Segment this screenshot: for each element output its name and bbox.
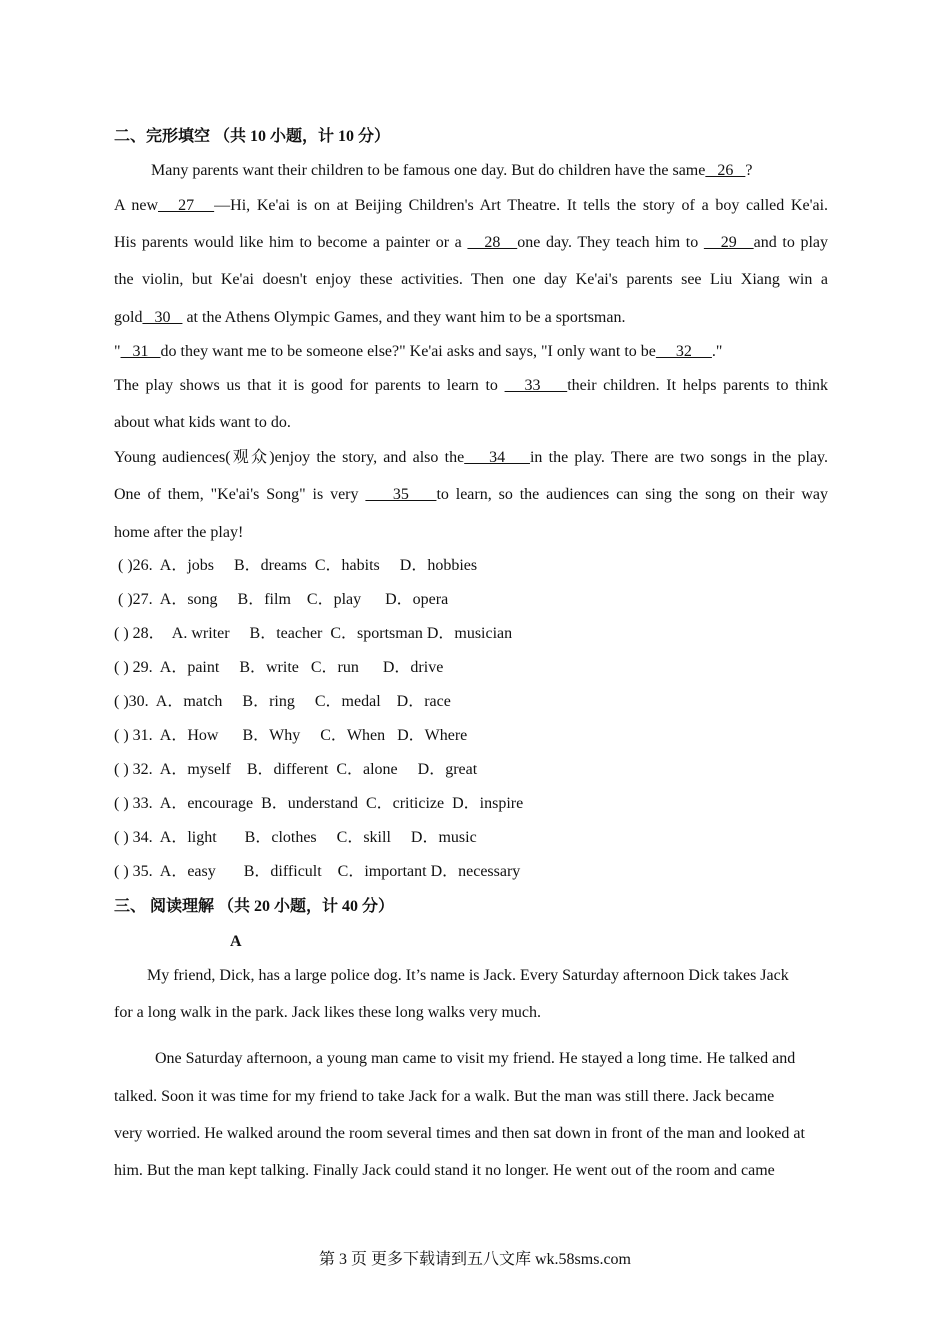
reading-line-2: for a long walk in the park. Jack likes these long walks very much. — [114, 1004, 541, 1021]
cloze-line-1 — [151, 161, 752, 181]
cloze-line-11: home after the play! — [114, 524, 244, 541]
question-32: ( ) 32. A．myself B．different C．alone D．great — [114, 761, 478, 778]
cloze-text: gold — [114, 309, 143, 326]
cloze-text: Young audiences(观众)enjoy the story, and also the — [114, 449, 465, 466]
page-footer: 第 3 页 更多下载请到五八文库 wk.58sms.com — [318, 1251, 631, 1268]
section2-heading: 二、完形填空 （共 10 小题，计 10 分） — [114, 128, 391, 145]
blank-30: 30 — [142, 309, 183, 326]
cloze-text: Many parents want their children to be famous one day. But do children have the same — [151, 162, 706, 179]
blank-33: 33 — [504, 377, 568, 394]
cloze-text: ? — [745, 162, 753, 179]
question-34: ( ) 34. A．light B．clothes C．skill D．music — [114, 829, 477, 846]
cloze-line-6 — [114, 342, 722, 362]
cloze-text: to learn, so the audiences can sing the song on their way — [436, 486, 829, 503]
question-26: ( )26. A．jobs B．dreams C．habits D．hobbies — [114, 557, 478, 574]
question-35: ( ) 35. A．easy B．difficult C．important D．necessary — [114, 863, 521, 880]
blank-26: 26 — [705, 162, 746, 179]
blank-31: 31 — [120, 343, 161, 360]
blank-29: 29 — [703, 234, 754, 251]
cloze-line-10 — [114, 485, 828, 505]
question-31: ( ) 31. A．How B．Why C．When D．Where — [114, 727, 468, 744]
cloze-line-8: about what kids want to do. — [114, 414, 291, 431]
cloze-line-2 — [114, 196, 828, 216]
cloze-line-9 — [114, 448, 828, 468]
cloze-text: do they want me to be someone else?" Ke'ai asks and says, "I only want to be — [160, 343, 656, 360]
question-30: ( )30. A．match B．ring C．medal D．race — [114, 693, 451, 710]
reading-line-4: talked. Soon it was time for my friend to take Jack for a walk. But the man was still there. Jack became — [114, 1088, 775, 1105]
cloze-text: The play shows us that it is good for parents to learn to — [114, 377, 505, 394]
reading-line-3: One Saturday afternoon, a young man came to visit my friend. He stayed a long time. He talked and — [155, 1050, 796, 1067]
blank-35: 35 — [365, 486, 437, 503]
reading-line-1: My friend, Dick, has a large police dog. It’s name is Jack. Every Saturday afternoon Dick takes Jack — [147, 967, 789, 984]
cloze-text: at the Athens Olympic Games, and they want him to be a sportsman. — [182, 309, 626, 326]
cloze-text: —Hi, Ke'ai is on at Beijing Children's Art Theatre. It tells the story of a boy called Ke'ai. — [214, 197, 829, 214]
cloze-text: His parents would like him to become a painter or a — [114, 234, 468, 251]
question-28: ( ) 28． A. writer B．teacher C．sportsman D．musician — [114, 625, 513, 642]
cloze-text: One of them, "Ke'ai's Song" is very — [114, 486, 366, 503]
cloze-text: and to play — [753, 234, 829, 251]
cloze-line-3 — [114, 233, 828, 253]
cloze-line-7 — [114, 376, 828, 396]
question-27: ( )27. A．song B．film C．play D．opera — [114, 591, 449, 608]
cloze-text: A new — [114, 197, 159, 214]
cloze-line-5 — [114, 308, 625, 328]
question-29: ( ) 29. A．paint B．write C．run D．drive — [114, 659, 444, 676]
cloze-line-4: the violin, but Ke'ai doesn't enjoy these activities. Then one day Ke'ai's parents see Liu Xiang win a — [114, 271, 828, 288]
blank-28: 28 — [467, 234, 518, 251]
passage-label: A — [230, 933, 242, 950]
blank-27: 27 — [158, 197, 215, 214]
cloze-text: in the play. There are two songs in the play. — [529, 449, 829, 466]
blank-34: 34 — [464, 449, 530, 466]
cloze-text: one day. They teach him to — [517, 234, 704, 251]
cloze-text: " — [114, 343, 121, 360]
reading-line-6: him. But the man kept talking. Finally Jack could stand it no longer. He went out of the room and came — [114, 1162, 775, 1179]
cloze-text: ." — [711, 343, 723, 360]
question-33: ( ) 33. A．encourage B．understand C．criticize D．inspire — [114, 795, 524, 812]
cloze-text: their children. It helps parents to think — [567, 377, 829, 394]
section3-heading: 三、 阅读理解 （共 20 小题，计 40 分） — [114, 898, 395, 915]
blank-32: 32 — [655, 343, 712, 360]
reading-line-5: very worried. He walked around the room several times and then sat down in front of the man and looked at — [114, 1125, 805, 1142]
